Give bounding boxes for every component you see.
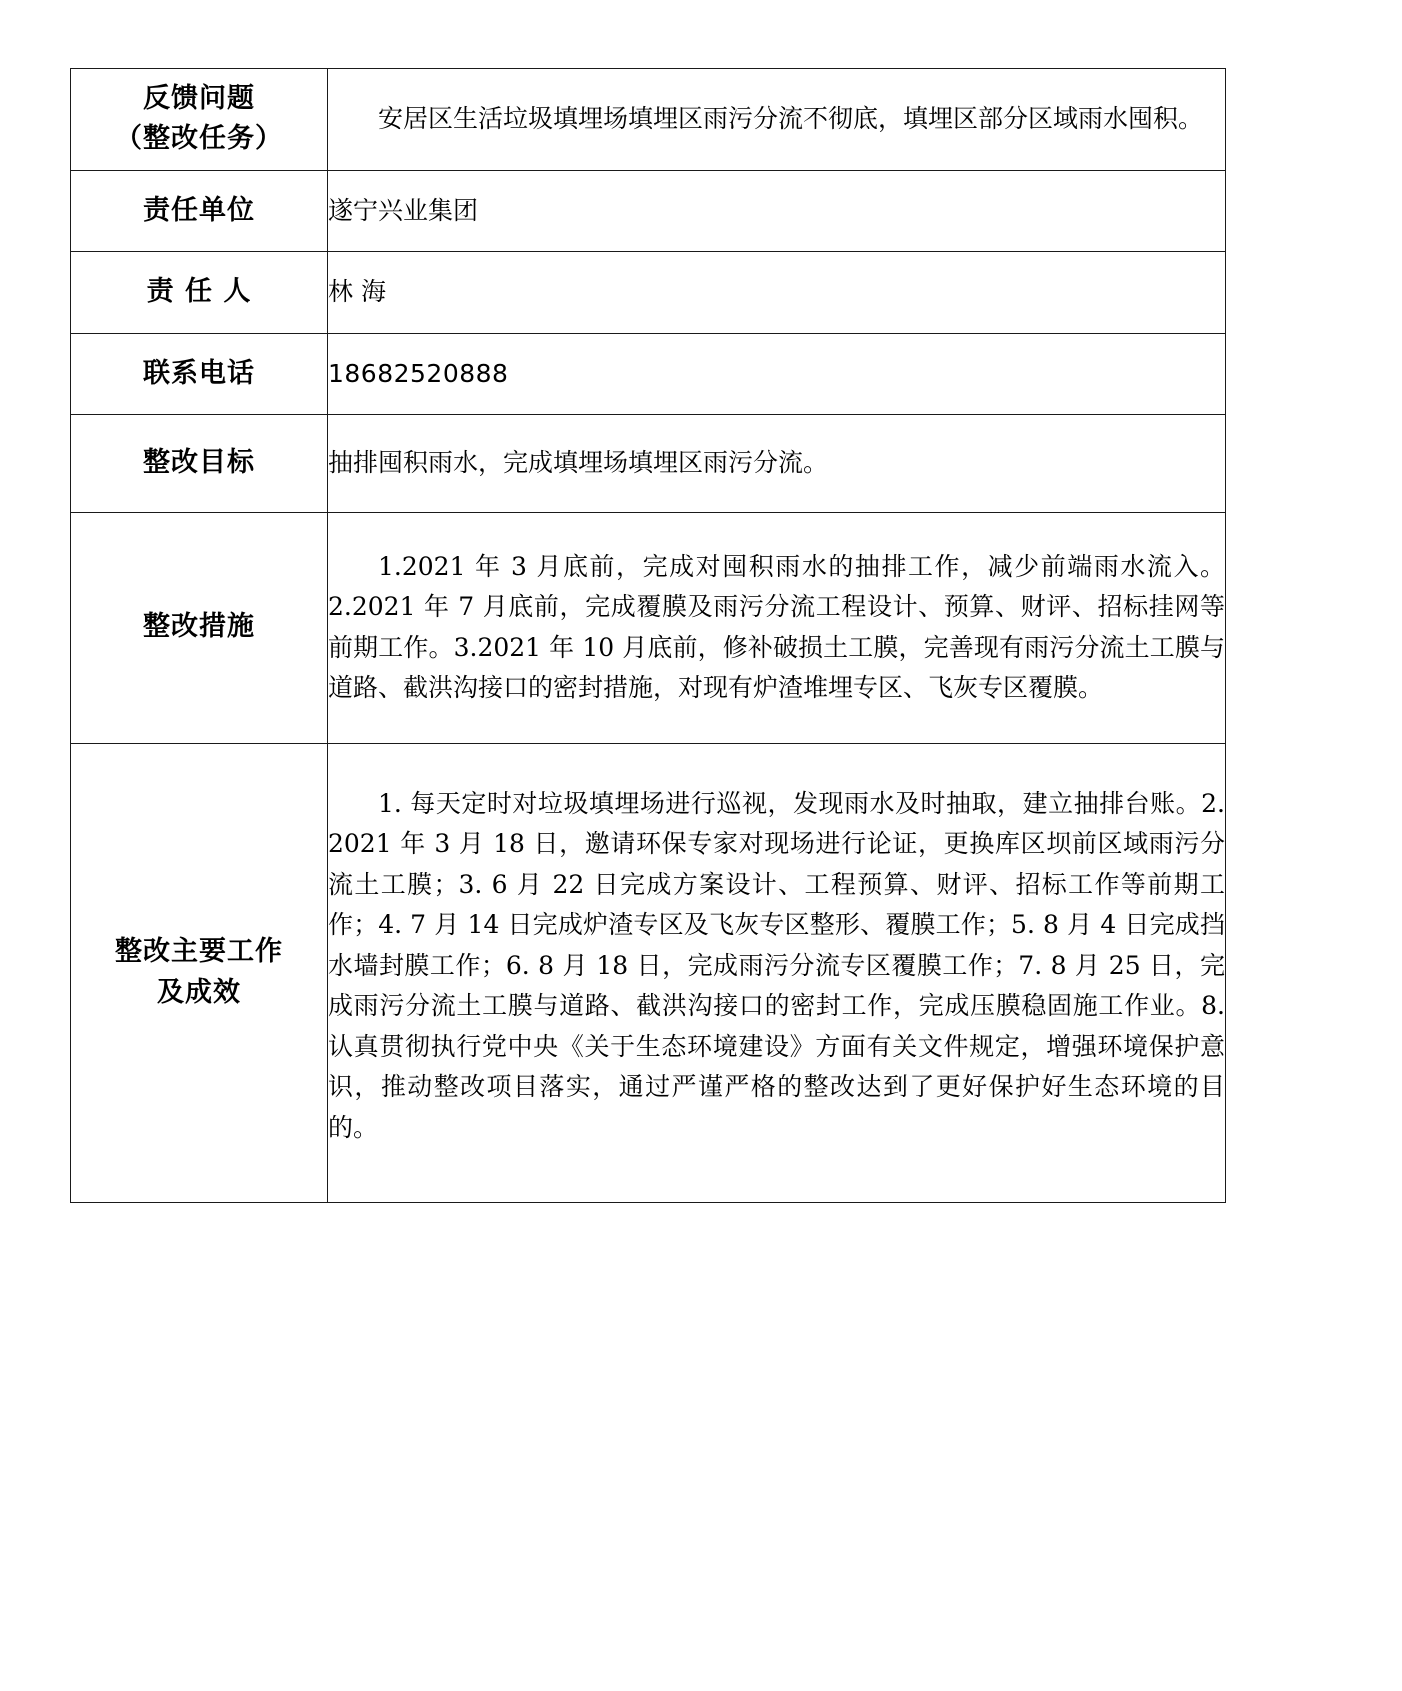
table-row-feedback-problem (71, 69, 1226, 171)
row-label-contact-phone (71, 333, 328, 415)
row-label-line: 整改措施 (143, 611, 255, 643)
row-label-responsible-person (71, 252, 328, 334)
row-label-line: 及成效 (157, 976, 241, 1008)
rectification-form-table (70, 68, 1226, 1203)
row-label-feedback-problem (71, 69, 328, 171)
cell-text: 安居区生活垃圾填埋场填埋区雨污分流不彻底，填埋区部分区域雨水囤积。 (378, 104, 1204, 133)
row-value-rectification-measures (328, 512, 1226, 743)
row-value-responsible-person (328, 252, 1226, 334)
row-label-line: 责任单位 (143, 194, 255, 226)
table-row-responsible-unit (71, 170, 1226, 252)
table-row-rectification-main-work (71, 743, 1226, 1203)
row-label-rectification-measures (71, 512, 328, 743)
row-label-responsible-unit (71, 170, 328, 252)
row-label-rectification-main-work (71, 743, 328, 1203)
row-label-line: 责 任 人 (146, 276, 252, 307)
row-label-rectification-goal (71, 415, 328, 513)
table-row-rectification-measures (71, 512, 1226, 743)
cell-text: 抽排囤积雨水，完成填埋场填埋区雨污分流。 (328, 448, 829, 477)
row-label-line: 联系电话 (143, 357, 255, 389)
row-label-line: 整改目标 (143, 447, 255, 478)
cell-text: 1.2021 年 3 月底前，完成对囤积雨水的抽排工作，减少前端雨水流入。 2.2021 年 7 月底前，完成覆膜及雨污分流工程设计、预算、财评、招标挂网等前期工作。3.2021 年 10 月底前，修补破损土工膜，完善现有雨污分流土工膜与道路、截洪沟接口的密封措施，对现有炉渣堆埋专区、飞灰专区覆膜。 (328, 551, 1225, 702)
table-row-responsible-person (71, 252, 1226, 334)
row-value-contact-phone (328, 333, 1226, 415)
row-label-line: 反馈问题 (143, 82, 255, 114)
cell-text: 遂宁兴业集团 (328, 195, 479, 225)
table-row-rectification-goal (71, 415, 1226, 513)
row-value-responsible-unit (328, 170, 1226, 252)
row-value-rectification-goal (328, 415, 1226, 513)
cell-text: 18682520888 (328, 358, 509, 388)
cell-text: 林 海 (328, 277, 386, 306)
row-value-feedback-problem (328, 69, 1226, 171)
row-label-line: 整改主要工作 (115, 936, 283, 968)
row-label-line: （整改任务） (115, 123, 283, 155)
row-value-rectification-main-work (328, 743, 1226, 1203)
cell-text: 1. 每天定时对垃圾填埋场进行巡视，发现雨水及时抽取，建立抽排台账。2. 2021 年 3 月 18 日，邀请环保专家对现场进行论证，更换库区坝前区域雨污分流土工膜；3. 6 月 22 日完成方案设计、工程预算、财评、招标工作等前期工作；4. 7 月 14 日完成炉渣专区及飞灰专区整形、覆膜工作；5. 8 月 4 日完成挡水墙封膜工作；6. 8 月 18 日，完成雨污分流专区覆膜工作；7. 8 月 25 日，完成雨污分流土工膜与道路、截洪沟接口的密封工作，完成压膜稳固施工作业。8. 认真贯彻执行党中央《关于生态环境建设》方面有关文件规定，增强环境保护意识，推动整改项目落实，通过严谨严格的整改达到了更好保护好生态环境的目的。 (328, 788, 1225, 1142)
table-row-contact-phone (71, 333, 1226, 415)
